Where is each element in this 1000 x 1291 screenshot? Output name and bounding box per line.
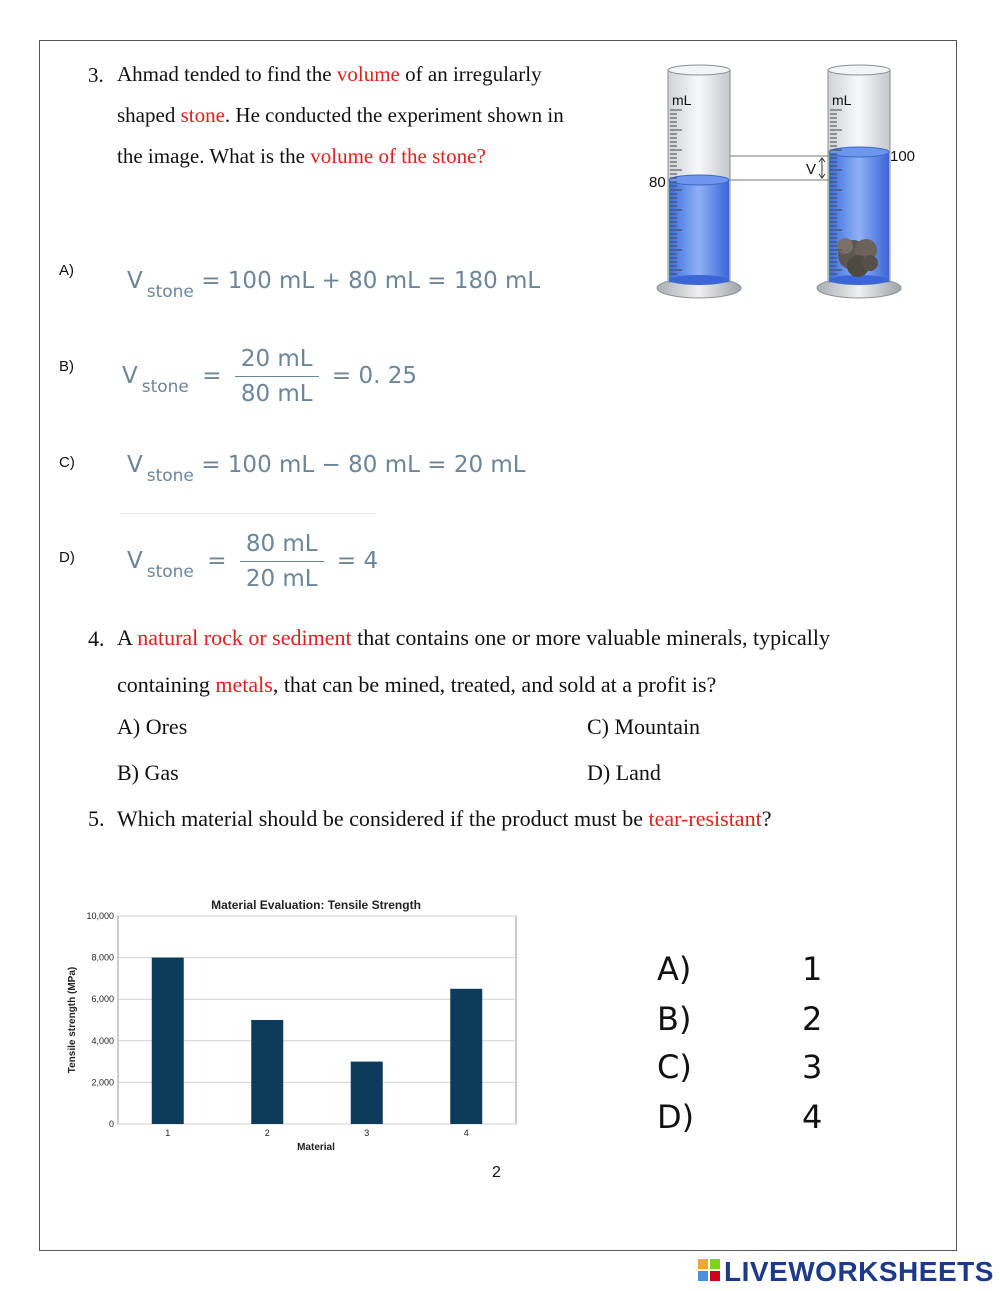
q3-option-b-equation[interactable]: V $_{stone}$ = $\frac{20 mL}{80 mL}$ = 0. 25	[122, 342, 417, 411]
right-cylinder	[817, 65, 901, 298]
q3-option-b-label: B)	[59, 358, 74, 375]
right-unit-label: mL	[832, 92, 852, 108]
q3-option-d-label: D)	[59, 549, 75, 566]
chart-y-tick-label: 8,000	[91, 952, 114, 963]
chart-bar-1	[152, 958, 184, 1124]
divider	[120, 513, 375, 514]
brand-wordmark: LIVEWORKSHEETS	[724, 1256, 994, 1287]
chart-bar-3	[351, 1062, 383, 1124]
chart-x-tick-label: 2	[264, 1128, 270, 1138]
chart-y-tick-label: 6,000	[91, 994, 114, 1005]
page-number: 2	[492, 1164, 501, 1181]
chart-y-tick-label: 0	[108, 1119, 114, 1129]
liveworksheets-logo-icon	[698, 1259, 720, 1281]
q3-option-c-equation[interactable]: V $_{stone}$ = 100 mL − 80 mL = 20 mL	[127, 452, 526, 486]
chart-y-tick-label: 10,000	[86, 911, 114, 921]
q4-option-b[interactable]: B) Gas	[117, 760, 179, 785]
q3-option-a-label: A)	[59, 262, 74, 279]
chart-title: Material Evaluation: Tensile Strength	[211, 898, 421, 912]
left-cylinder	[657, 65, 741, 298]
left-unit-label: mL	[672, 92, 692, 108]
q4-option-c[interactable]: C) Mountain	[587, 714, 701, 739]
chart-y-tick-label: 4,000	[91, 1035, 114, 1046]
chart-y-axis-label: Tensile strength (MPa)	[67, 966, 78, 1074]
chart-bar-4	[450, 989, 482, 1124]
left-level-label: 80	[649, 174, 666, 191]
q5-option-d[interactable]: D) 4	[657, 1098, 823, 1136]
q3-number: 3.	[88, 63, 104, 87]
q3-text: Ahmad tended to find the volume of an irregularly shaped stone. He conducted the experiment shown in the image. What is the volume of the stone?	[117, 62, 564, 168]
chart-y-tick-label: 2,000	[91, 1077, 114, 1088]
q5-number: 5.	[88, 806, 105, 831]
tensile-strength-chart	[60, 890, 530, 1155]
q5-option-a[interactable]: A) 1	[657, 950, 823, 988]
graduated-cylinders-figure	[640, 60, 930, 310]
chart-x-tick-label: 4	[463, 1128, 469, 1138]
q4-text: A natural rock or sediment that contains one or more valuable minerals, typically containing metals, that can be mined, treated, and sold at a profit is?	[117, 625, 830, 697]
diff-v-label: V	[806, 161, 817, 178]
q3-option-d-equation[interactable]: V $_{stone}$ = $\frac{80 mL}{20 mL}$ = 4	[127, 527, 378, 596]
q5-text: Which material should be considered if the product must be tear-resistant?	[117, 806, 772, 831]
q4-number: 4.	[88, 626, 105, 651]
chart-bar-2	[251, 1020, 283, 1124]
q4-option-d[interactable]: D) Land	[587, 760, 661, 785]
q3-option-c-label: C)	[59, 454, 75, 471]
chart-x-tick-label: 3	[364, 1128, 370, 1138]
q5-option-b[interactable]: B) 2	[657, 1000, 823, 1038]
q4-option-a[interactable]: A) Ores	[117, 714, 188, 739]
chart-x-axis-label: Material	[297, 1142, 335, 1153]
q5-option-c[interactable]: C) 3	[657, 1048, 823, 1086]
chart-x-tick-label: 1	[165, 1128, 171, 1138]
right-level-label: 100	[890, 148, 916, 165]
q3-option-a-equation[interactable]: V $_{stone}$ = 100 mL + 80 mL = 180 mL	[127, 268, 541, 302]
